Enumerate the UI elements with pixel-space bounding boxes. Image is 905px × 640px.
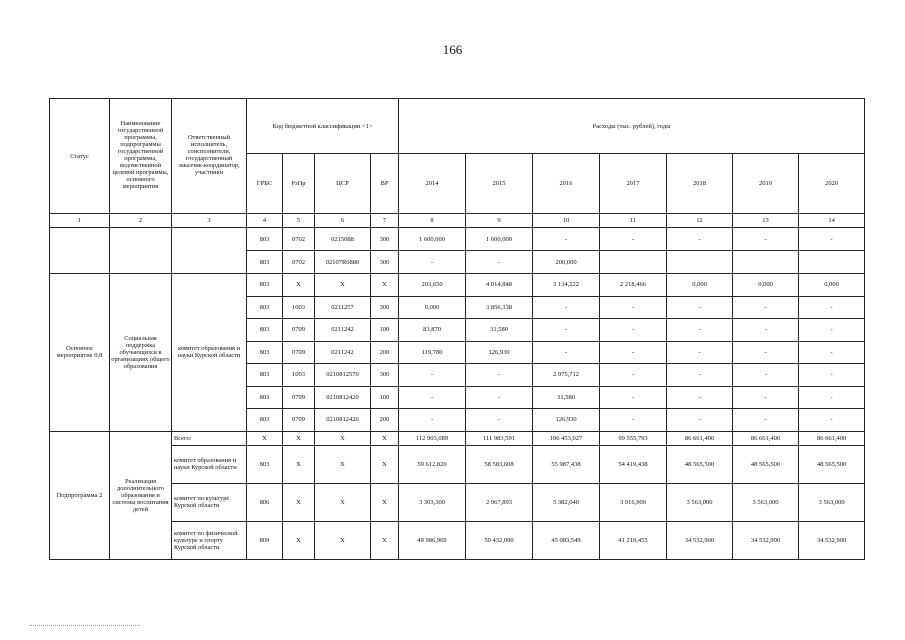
- data-cell: 99 555,793: [600, 431, 667, 445]
- data-cell: 31,580: [533, 386, 600, 409]
- column-number: 8: [399, 214, 466, 228]
- column-number: 2: [110, 214, 172, 228]
- data-cell: 0211242: [315, 341, 371, 364]
- data-cell: 111 983,591: [466, 431, 533, 445]
- data-cell: -: [399, 364, 466, 387]
- name-cell: Социальная поддержка обучающихся в организациях общего образования: [110, 274, 172, 432]
- data-cell: [799, 251, 865, 274]
- data-cell: 0702: [283, 251, 315, 274]
- data-cell: 803: [247, 251, 283, 274]
- data-cell: [600, 251, 667, 274]
- data-cell: 112 903,089: [399, 431, 466, 445]
- data-cell: -: [667, 364, 733, 387]
- data-cell: -: [667, 341, 733, 364]
- data-cell: 803: [247, 341, 283, 364]
- name-cell: [110, 228, 172, 274]
- header-vr: ВР: [371, 154, 399, 214]
- data-cell: 58 583,608: [466, 445, 533, 483]
- column-number: 1: [50, 214, 110, 228]
- header-year: 2014: [399, 154, 466, 214]
- data-cell: 1 600,000: [466, 228, 533, 251]
- data-cell: -: [799, 386, 865, 409]
- data-cell: Х: [315, 274, 371, 297]
- table-row: [50, 521, 865, 559]
- data-cell: 203,650: [399, 274, 466, 297]
- data-cell: 300: [371, 364, 399, 387]
- header-name: Наименование государственной программы, подпрограммы государственной программы, ведомственной целевой программы, основного мероприятия: [110, 99, 172, 214]
- data-cell: 803: [247, 296, 283, 319]
- data-cell: -: [799, 296, 865, 319]
- data-cell: 3 856,338: [466, 296, 533, 319]
- data-cell: 119,780: [399, 341, 466, 364]
- data-cell: 803: [247, 445, 283, 483]
- data-cell: 0709: [283, 341, 315, 364]
- data-cell: -: [733, 386, 799, 409]
- data-cell: 1003: [283, 364, 315, 387]
- data-cell: 3 303,300: [399, 483, 466, 521]
- data-cell: 2 218,466: [600, 274, 667, 297]
- data-cell: Х: [371, 483, 399, 521]
- data-cell: 0,000: [733, 274, 799, 297]
- data-cell: 1003: [283, 296, 315, 319]
- data-cell: 0211242: [315, 319, 371, 342]
- data-cell: 3 563,000: [667, 483, 733, 521]
- data-cell: Х: [283, 445, 315, 483]
- data-cell: 34 532,900: [733, 521, 799, 559]
- column-number: 6: [315, 214, 371, 228]
- data-cell: 50 432,090: [466, 521, 533, 559]
- budget-table-body: [50, 228, 865, 560]
- data-cell: -: [466, 251, 533, 274]
- data-cell: 2 967,893: [466, 483, 533, 521]
- header-bk-code: Код бюджетной классификации <1>: [247, 99, 399, 154]
- data-cell: 48 565,500: [733, 445, 799, 483]
- data-cell: -: [600, 319, 667, 342]
- data-cell: 3 916,900: [600, 483, 667, 521]
- column-number: 14: [799, 214, 865, 228]
- data-cell: 106 453,027: [533, 431, 600, 445]
- budget-table: [49, 98, 865, 560]
- data-cell: Х: [371, 521, 399, 559]
- footer-mark: [30, 625, 140, 627]
- data-cell: 809: [247, 521, 283, 559]
- column-number: 13: [733, 214, 799, 228]
- data-cell: 02107R0880: [315, 251, 371, 274]
- data-cell: 126,930: [533, 409, 600, 432]
- data-cell: 2 975,712: [533, 364, 600, 387]
- data-cell: 83,870: [399, 319, 466, 342]
- data-cell: 803: [247, 319, 283, 342]
- data-cell: Х: [315, 521, 371, 559]
- data-cell: 5 382,040: [533, 483, 600, 521]
- data-cell: -: [399, 409, 466, 432]
- data-cell: -: [733, 364, 799, 387]
- data-cell: Х: [371, 274, 399, 297]
- responsible-cell: комитет по физической культуре и спорту Курской области: [172, 521, 247, 559]
- data-cell: 48 565,500: [799, 445, 865, 483]
- data-cell: 0210812420: [315, 386, 371, 409]
- header-year: 2016: [533, 154, 600, 214]
- table-row: [50, 228, 865, 251]
- data-cell: 0709: [283, 386, 315, 409]
- data-cell: 100: [371, 319, 399, 342]
- header-year: 2015: [466, 154, 533, 214]
- data-cell: -: [733, 319, 799, 342]
- data-cell: -: [533, 296, 600, 319]
- header-expenses: Расходы (тыс. рублей), годы: [399, 99, 865, 154]
- data-cell: 100: [371, 386, 399, 409]
- data-cell: 86 661,400: [667, 431, 733, 445]
- column-number: 7: [371, 214, 399, 228]
- data-cell: 4 014,848: [466, 274, 533, 297]
- column-number: 5: [283, 214, 315, 228]
- data-cell: 803: [247, 386, 283, 409]
- data-cell: 45 083,549: [533, 521, 600, 559]
- page-number: 166: [442, 42, 463, 57]
- data-cell: -: [799, 364, 865, 387]
- data-cell: 0210812570: [315, 364, 371, 387]
- data-cell: [733, 251, 799, 274]
- data-cell: -: [799, 228, 865, 251]
- column-number-row: [50, 214, 865, 228]
- header-year: 2018: [667, 154, 733, 214]
- data-cell: -: [799, 319, 865, 342]
- data-cell: -: [799, 409, 865, 432]
- data-cell: 126,930: [466, 341, 533, 364]
- column-number: 9: [466, 214, 533, 228]
- data-cell: 200: [371, 341, 399, 364]
- data-cell: -: [733, 228, 799, 251]
- data-cell: -: [733, 341, 799, 364]
- data-cell: 34 532,900: [667, 521, 733, 559]
- header-rzpr: РзПр: [283, 154, 315, 214]
- data-cell: 803: [247, 228, 283, 251]
- data-cell: 200: [371, 409, 399, 432]
- data-cell: -: [533, 341, 600, 364]
- data-cell: 3 134,222: [533, 274, 600, 297]
- data-cell: 803: [247, 409, 283, 432]
- column-number: 3: [172, 214, 247, 228]
- data-cell: -: [667, 386, 733, 409]
- header-csr: ЦСР: [315, 154, 371, 214]
- data-cell: -: [466, 364, 533, 387]
- data-cell: Х: [283, 431, 315, 445]
- data-cell: -: [733, 409, 799, 432]
- data-cell: 54 419,438: [600, 445, 667, 483]
- data-cell: -: [600, 296, 667, 319]
- data-cell: -: [667, 409, 733, 432]
- column-number: 12: [667, 214, 733, 228]
- data-cell: -: [667, 319, 733, 342]
- data-cell: 0,000: [399, 296, 466, 319]
- data-cell: 0702: [283, 228, 315, 251]
- responsible-cell: [172, 228, 247, 274]
- status-cell: [50, 228, 110, 274]
- data-cell: -: [799, 341, 865, 364]
- header-year: 2020: [799, 154, 865, 214]
- table-row: [50, 483, 865, 521]
- column-number: 4: [247, 214, 283, 228]
- data-cell: 1 600,000: [399, 228, 466, 251]
- header-status: Статус: [50, 99, 110, 214]
- data-cell: 0,000: [667, 274, 733, 297]
- data-cell: 0215088: [315, 228, 371, 251]
- name-cell: Реализация дополнительного образования и системы воспитания детей: [110, 431, 172, 559]
- data-cell: -: [533, 319, 600, 342]
- data-cell: -: [600, 228, 667, 251]
- data-cell: -: [399, 251, 466, 274]
- data-cell: 31,580: [466, 319, 533, 342]
- data-cell: Х: [283, 483, 315, 521]
- responsible-cell: комитет по культуре Курской области: [172, 483, 247, 521]
- header-year: 2019: [733, 154, 799, 214]
- header-year: 2017: [600, 154, 667, 214]
- data-cell: Х: [283, 274, 315, 297]
- data-cell: -: [466, 409, 533, 432]
- table-row: [50, 274, 865, 297]
- data-cell: -: [600, 364, 667, 387]
- data-cell: 49 986,969: [399, 521, 466, 559]
- data-cell: -: [600, 386, 667, 409]
- data-cell: -: [600, 409, 667, 432]
- data-cell: -: [667, 228, 733, 251]
- data-cell: Х: [315, 431, 371, 445]
- data-cell: -: [399, 386, 466, 409]
- data-cell: 300: [371, 251, 399, 274]
- data-cell: 0211257: [315, 296, 371, 319]
- data-cell: 0709: [283, 409, 315, 432]
- data-cell: 41 219,455: [600, 521, 667, 559]
- data-cell: 200,000: [533, 251, 600, 274]
- data-cell: 55 987,438: [533, 445, 600, 483]
- data-cell: Х: [371, 431, 399, 445]
- data-cell: 803: [247, 274, 283, 297]
- data-cell: Х: [315, 483, 371, 521]
- responsible-cell: комитет образования и науки Курской области: [172, 445, 247, 483]
- header-responsible: Ответственный исполнитель, соисполнители, государственный заказчик-координатор, участники: [172, 99, 247, 214]
- data-cell: 806: [247, 483, 283, 521]
- data-cell: 3 563,000: [799, 483, 865, 521]
- data-cell: 0210812420: [315, 409, 371, 432]
- data-cell: Х: [283, 521, 315, 559]
- data-cell: -: [733, 296, 799, 319]
- data-cell: 86 661,400: [733, 431, 799, 445]
- data-cell: 0,000: [799, 274, 865, 297]
- status-cell: Основное мероприятие 0.8: [50, 274, 110, 432]
- status-cell: Подпрограмма 2: [50, 431, 110, 559]
- data-cell: Х: [247, 431, 283, 445]
- data-cell: 803: [247, 364, 283, 387]
- table-row: [50, 431, 865, 445]
- data-cell: -: [600, 341, 667, 364]
- data-cell: 48 565,500: [667, 445, 733, 483]
- responsible-cell: Всего:: [172, 431, 247, 445]
- data-cell: -: [533, 228, 600, 251]
- data-cell: 34 532,900: [799, 521, 865, 559]
- data-cell: [667, 251, 733, 274]
- data-cell: Х: [371, 445, 399, 483]
- data-cell: 0709: [283, 319, 315, 342]
- data-cell: 86 661,400: [799, 431, 865, 445]
- header-grbs: ГРБС: [247, 154, 283, 214]
- data-cell: 300: [371, 296, 399, 319]
- table-row: [50, 445, 865, 483]
- data-cell: -: [667, 296, 733, 319]
- column-number: 11: [600, 214, 667, 228]
- responsible-cell: комитет образования и науки Курской области: [172, 274, 247, 432]
- data-cell: -: [466, 386, 533, 409]
- data-cell: 59 612,820: [399, 445, 466, 483]
- data-cell: Х: [315, 445, 371, 483]
- data-cell: 3 563,000: [733, 483, 799, 521]
- data-cell: 300: [371, 228, 399, 251]
- column-number: 10: [533, 214, 600, 228]
